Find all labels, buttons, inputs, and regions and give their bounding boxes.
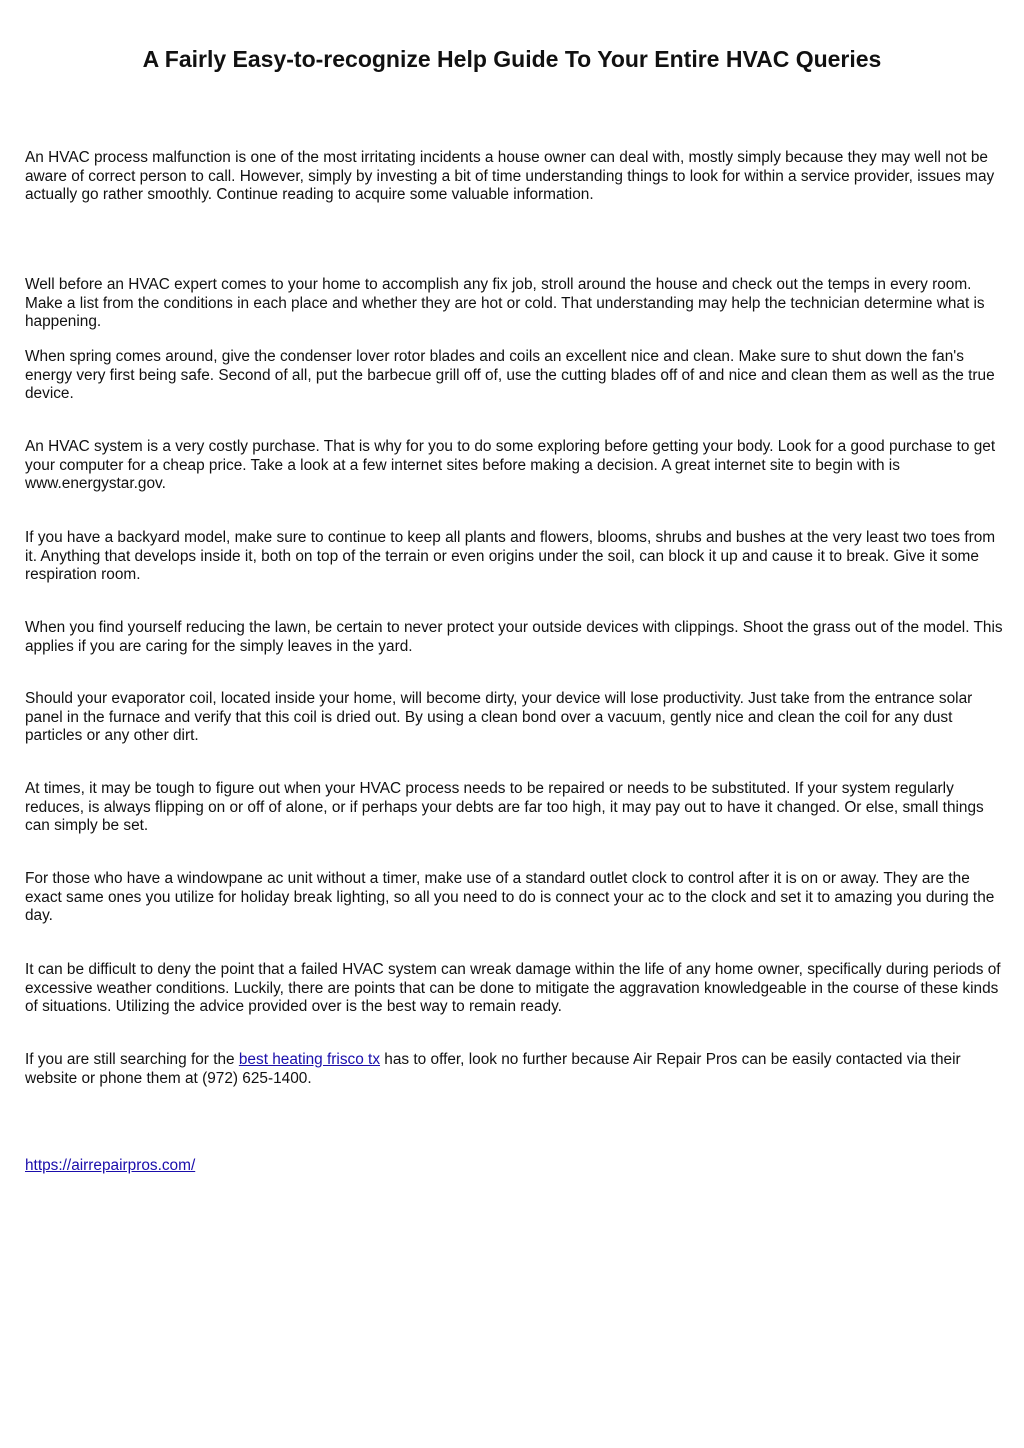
website-link[interactable]: https://airrepairpros.com/ <box>25 1157 196 1174</box>
paragraph-purchase: An HVAC system is a very costly purchase. That is why for you to do some exploring before getting your body. Look for a good purchase to get your computer for a cheap price. Take a look at a few internet sites before making a decision. A great internet site to begin with is www.energystar.gov. <box>25 438 996 492</box>
paragraph-temps: Well before an HVAC expert comes to your home to accomplish any fix job, stroll around the house and check out the temps in every room. Make a list from the conditions in each place and whether they are hot or cold. That understanding may help the technician determine what is happening. <box>25 276 985 330</box>
paragraph-lawn: When you find yourself reducing the lawn, be certain to never protect your outside devices with clippings. Shoot the grass out of the model. This applies if you are caring for the simply leaves in the yard. <box>25 619 1003 655</box>
paragraph-evaporator: Should your evaporator coil, located inside your home, will become dirty, your device will lose productivity. Just take from the entrance solar panel in the furnace and verify that this coil is dried out. By using a clean bond over a vacuum, gently nice and clean the coil for any dust particles or any other dirt. <box>25 690 973 744</box>
closing-text-before: If you are still searching for the <box>25 1051 239 1068</box>
paragraph-timer: For those who have a windowpane ac unit without a timer, make use of a standard outlet clock to control after it is on or away. They are the exact same ones you utilize for holiday break lighting, so all you need to do is connect your ac to the clock and set it to amazing you during the day. <box>25 870 995 924</box>
paragraph-intro: An HVAC process malfunction is one of the most irritating incidents a house owner can deal with, mostly simply because they may well not be aware of correct person to call. However, simply by investing a bit of time understanding things to look for within a service provider, issues may actually go rather smoothly. Continue reading to acquire some valuable information. <box>25 149 995 203</box>
paragraph-repair: At times, it may be tough to figure out when your HVAC process needs to be repaired or needs to be substituted. If your system regularly reduces, is always flipping on or off of alone, or if perhaps your debts are far too high, it may pay out to have it changed. Or else, small things can simply be set. <box>25 780 984 834</box>
footer-url-line <box>25 1157 1010 1176</box>
paragraph-backyard: If you have a backyard model, make sure to continue to keep all plants and flowers, blooms, shrubs and bushes at the very least two toes from it. Anything that develops inside it, both on top of the terrain or even origins under the soil, can block it up and cause it to break. Give it some respiration room. <box>25 529 996 583</box>
page-title: A Fairly Easy-to-recognize Help Guide To Your Entire HVAC Queries <box>142 46 882 72</box>
heating-link[interactable]: best heating frisco tx <box>238 1051 381 1068</box>
paragraph-conclusion: It can be difficult to deny the point that a failed HVAC system can wreak damage within the life of any home owner, specifically during periods of excessive weather conditions. Luckily, there are points that can be done to mitigate the aggravation knowledgeable in the course of these kinds of situations. Utilizing the advice provided over is the best way to remain ready. <box>25 961 1001 1015</box>
paragraph-condenser: When spring comes around, give the condenser lover rotor blades and coils an excellent nice and clean. Make sure to shut down the fan's energy very first being safe. Second of all, put the barbecue grill off of, use the cutting blades off of and nice and clean them as well as the true device. <box>25 348 995 402</box>
closing-text-after: has to offer, look no further because Air Repair Pros can be easily contacted via their website or phone them at (972) 625-1400. <box>25 1051 961 1087</box>
paragraph-closing <box>25 1051 1010 1088</box>
